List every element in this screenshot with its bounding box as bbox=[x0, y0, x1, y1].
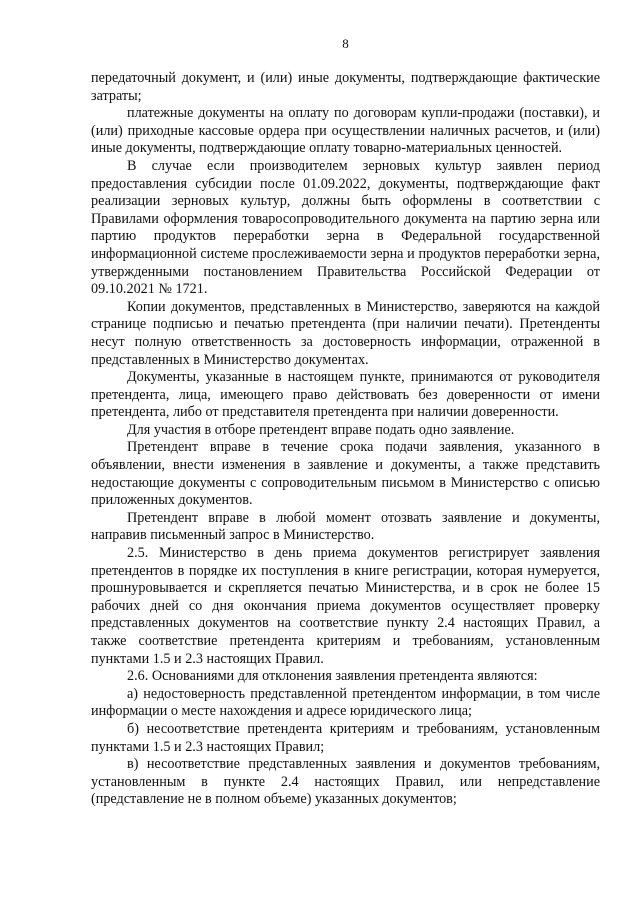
paragraph: б) несоответствие претендента критериям и требованиям, установленным пунктами 1.5 и 2.3 настоящих Правил; bbox=[91, 720, 600, 755]
paragraph: платежные документы на оплату по договорам купли-продажи (поставки), и (или) приходные кассовые ордера при осуществлении наличных расчетов, и (или) иные документы, подтверждающие оплату товарно-материальных ценностей. bbox=[91, 105, 600, 157]
paragraph: Для участия в отборе претендент вправе подать одно заявление. bbox=[127, 421, 515, 438]
paragraph: Копии документов, представленных в Министерство, заверяются на каждой странице подписью и печатью претендента (при наличии печати). Претенденты несут полную ответственность за достоверность информации, отраженной в представленных в Министерство документах. bbox=[91, 298, 600, 368]
paragraph: 2.6. Основаниями для отклонения заявления претендента являются: bbox=[127, 668, 538, 685]
paragraph: Претендент вправе в течение срока подачи заявления, указанного в объявлении, внести изменения в заявление и документы, а также представить недостающие документы с сопроводительным письмом в Министерство с описью приложенных документов. bbox=[91, 439, 600, 509]
paragraph: Документы, указанные в настоящем пункте, принимаются от руководителя претендента, лица, имеющего право действовать без доверенности от имени претендента, либо от представителя претендента при наличии доверенности. bbox=[91, 369, 600, 421]
paragraph: В случае если производителем зерновых культур заявлен период предоставления субсидии после 01.09.2022, документы, подтверждающие факт реализации зерновых культур, должны быть оформлены в соответствии с Правилами оформления товаросопроводительного документа на партию зерна или партию продуктов переработки зерна в Федеральной государственной информационной системе прослеживаемости зерна и продуктов переработки зерна, утвержденными постановлением Правительства Российской Федерации от 09.10.2021 № 1721. bbox=[91, 157, 600, 298]
paragraph: 2.5. Министерство в день приема документов регистрирует заявления претендентов в порядке их поступления в книге регистрации, которая нумеруется, прошнуровывается и скрепляется печатью Министерства, и в срок не более 15 рабочих дней со дня окончания приема документов осуществляет проверку представленных документов на соответствие пункту 2.4 настоящих Правил, а также соответствие претендента критериям и требованиям, установленным пунктами 1.5 и 2.3 настоящих Правил. bbox=[91, 545, 600, 667]
page-number: 8 bbox=[342, 36, 349, 51]
paragraph: в) несоответствие представленных заявления и документов требованиям, установленным в пункте 2.4 настоящих Правил, или непредставление (представление не в полном объеме) указанных документов; bbox=[91, 756, 600, 808]
paragraph: передаточный документ, и (или) иные документы, подтверждающие фактические затраты; bbox=[91, 70, 600, 104]
paragraph: Претендент вправе в любой момент отозвать заявление и документы, направив письменный запрос в Министерство. bbox=[91, 509, 600, 544]
paragraph: а) недостоверность представленной претендентом информации, в том числе информации о месте нахождения и адресе юридического лица; bbox=[91, 685, 600, 720]
document-body bbox=[91, 70, 600, 809]
